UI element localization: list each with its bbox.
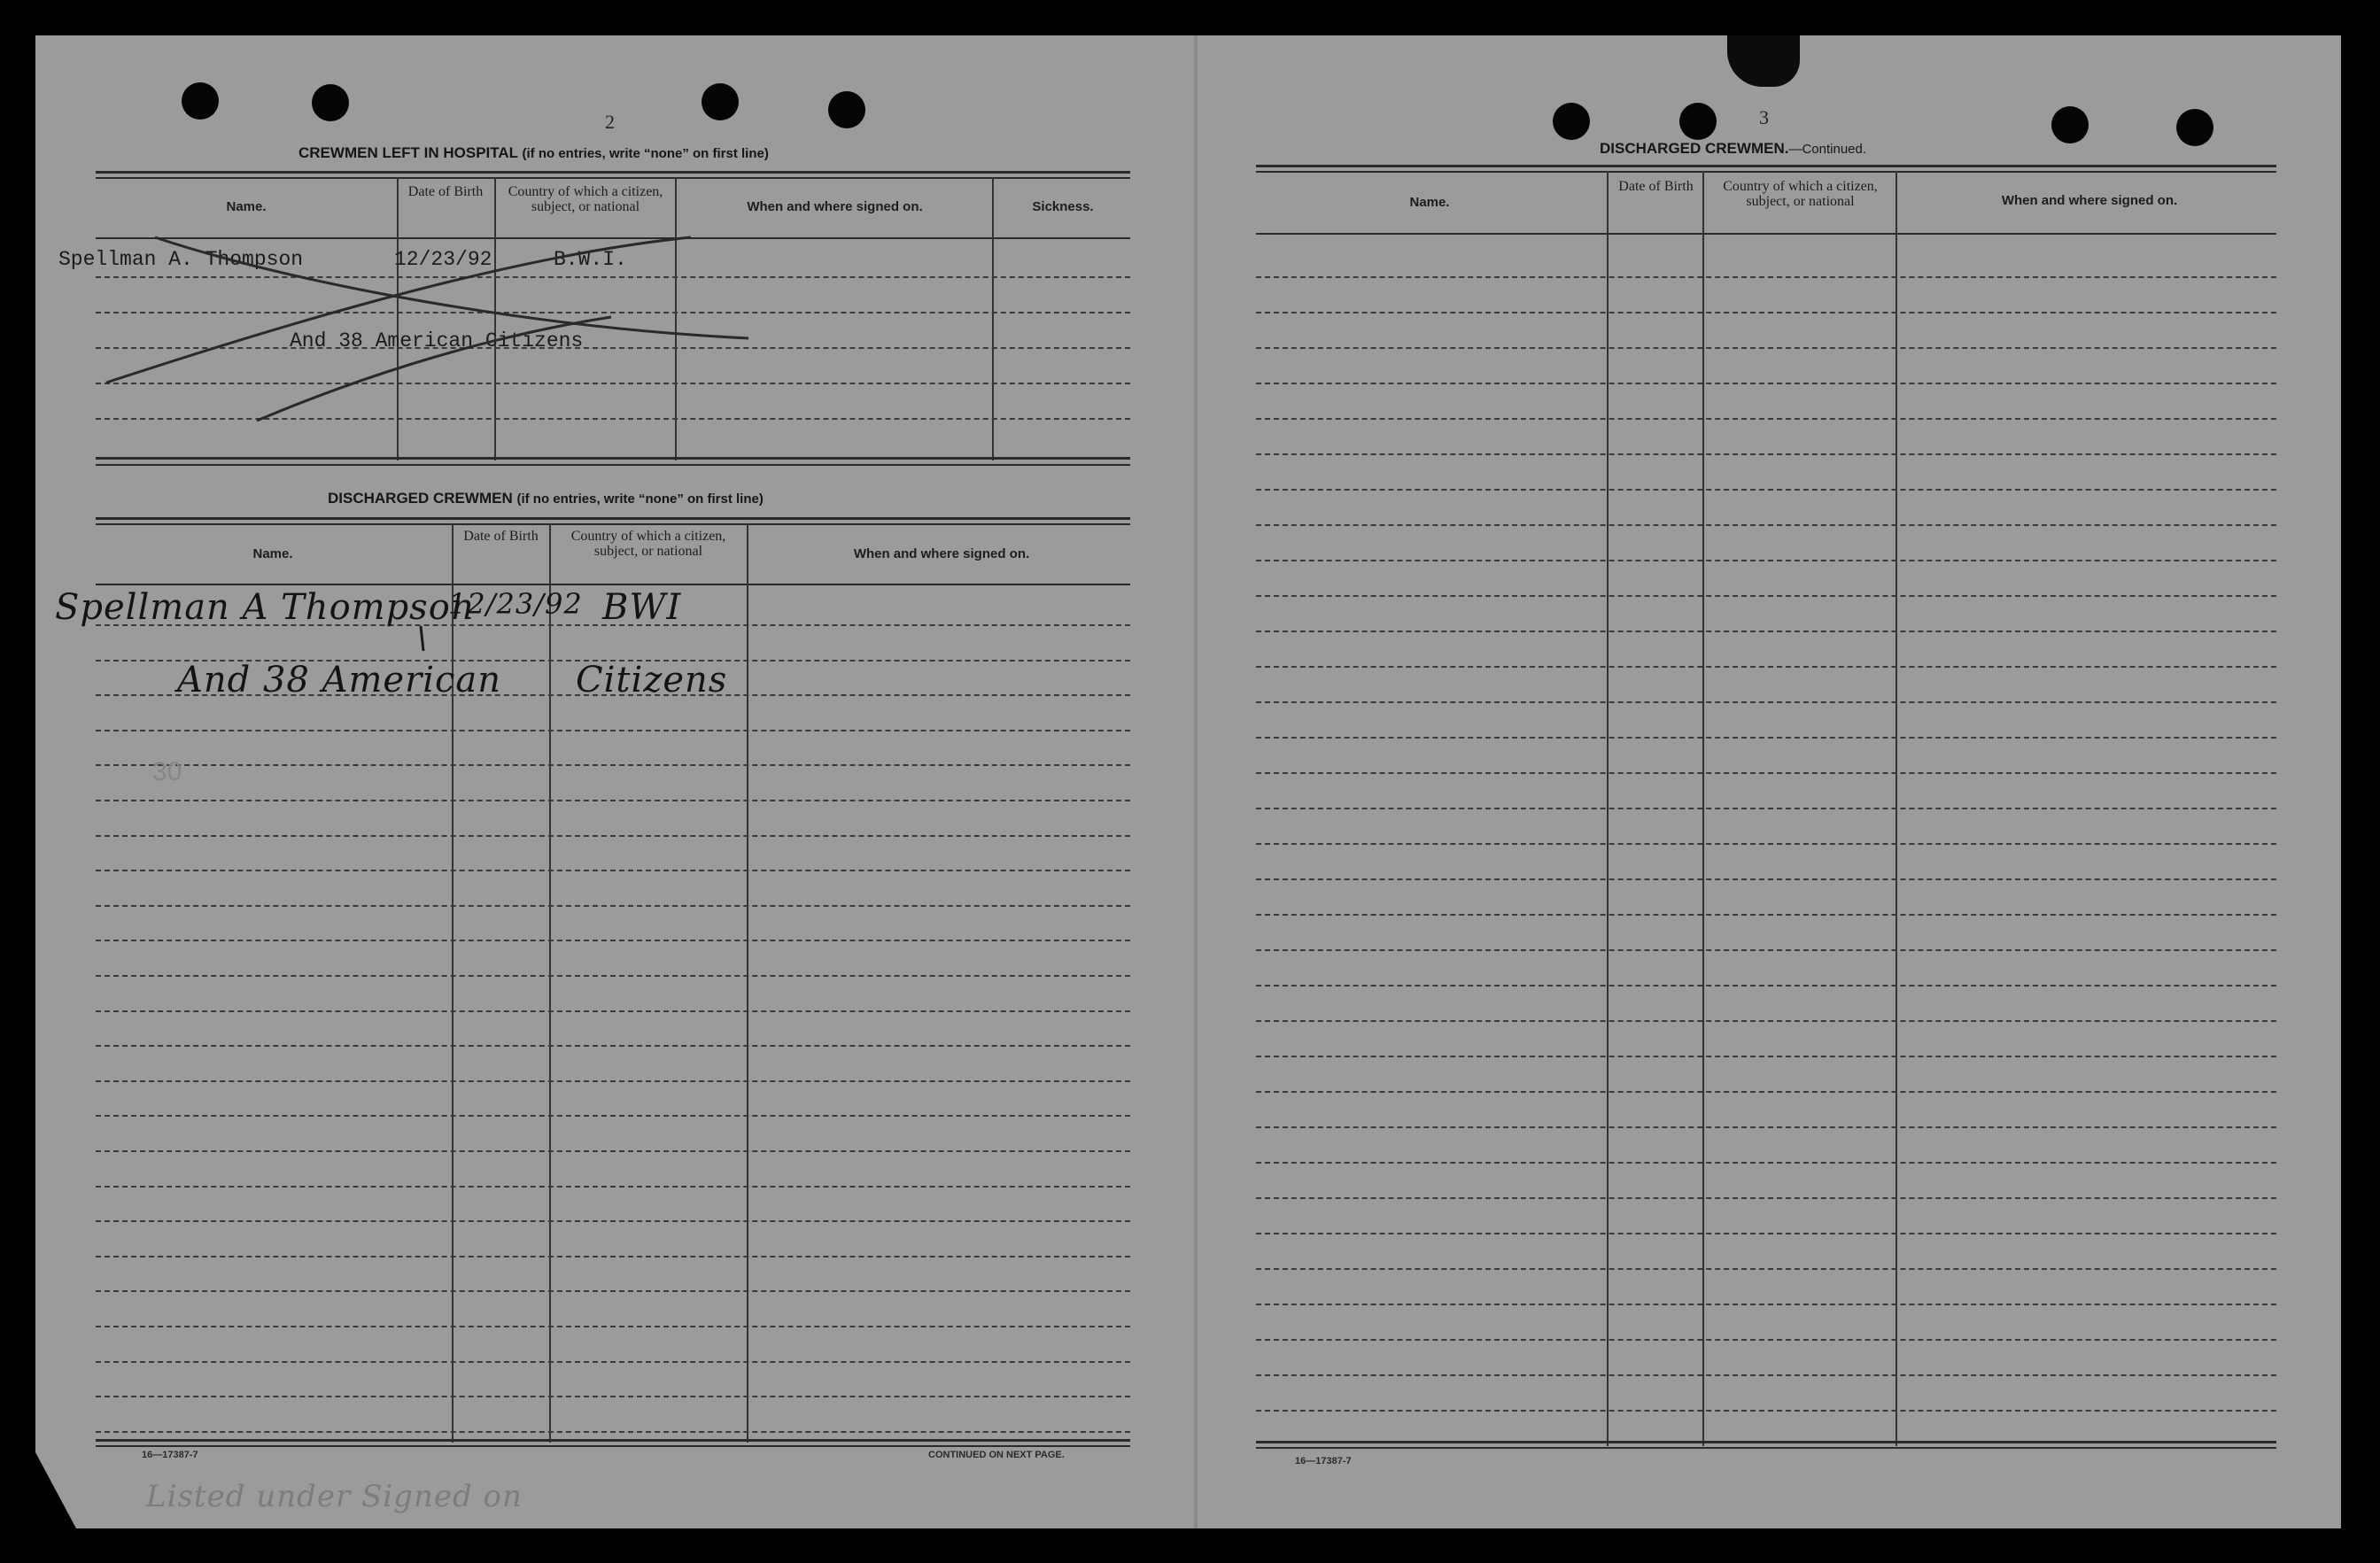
entry-line <box>1256 276 2276 278</box>
header-signed-on: When and where signed on. <box>2001 193 2178 208</box>
entry-line <box>1256 418 2276 420</box>
entry-line <box>96 1256 1130 1257</box>
entry-line <box>1256 701 2276 703</box>
hospital-entry-name: Spellman A. Thompson <box>58 248 304 271</box>
entry-line <box>1256 1020 2276 1022</box>
discharged-section-title <box>328 490 764 507</box>
header-country: Country of which a citizen, subject, or national <box>508 184 663 214</box>
entry-line <box>96 730 1130 731</box>
header-country: Country of which a citizen, subject, or national <box>1723 179 1878 209</box>
entry-line <box>1256 1233 2276 1234</box>
right-title-suffix: —Continued. <box>1788 142 1867 157</box>
rule <box>96 1439 1130 1442</box>
entry-line <box>96 1431 1130 1433</box>
handwritten-note-country: Citizens <box>576 660 728 700</box>
header-signed-on: When and where signed on. <box>853 546 1030 561</box>
entry-line <box>1256 772 2276 774</box>
hospital-entry-note: And 38 American Citizens <box>290 329 584 352</box>
hospital-entry-dob: 12/23/92 <box>394 248 492 271</box>
entry-line <box>1256 985 2276 987</box>
rule <box>1256 1441 2276 1443</box>
right-section-title <box>1600 140 1866 158</box>
entry-line <box>1256 878 2276 880</box>
entry-line <box>1256 1197 2276 1199</box>
entry-line <box>96 1290 1130 1292</box>
entry-line <box>1256 631 2276 632</box>
discharged-title: DISCHARGED CREWMEN <box>328 490 513 507</box>
entry-line <box>96 800 1130 801</box>
entry-line <box>96 1220 1130 1222</box>
rule <box>1256 1447 2276 1449</box>
entry-line <box>96 1326 1130 1327</box>
hospital-subtitle: (if no entries, write “none” on first line) <box>522 146 769 161</box>
header-dob: Date of Birth <box>1618 179 1694 194</box>
entry-line <box>1256 843 2276 845</box>
discharged-subtitle: (if no entries, write “none” on first line) <box>516 491 764 507</box>
entry-line <box>1256 453 2276 455</box>
rule <box>1256 171 2276 173</box>
entry-line <box>96 764 1130 766</box>
column-divider <box>747 523 748 1443</box>
entry-line <box>1256 949 2276 951</box>
entry-line <box>1256 1268 2276 1270</box>
header-name: Name. <box>1409 195 1450 210</box>
entry-line <box>1256 383 2276 384</box>
entry-line <box>96 870 1130 871</box>
entry-line <box>1256 312 2276 313</box>
column-divider <box>549 523 551 1443</box>
page-number: 2 <box>605 111 615 133</box>
hospital-entry-country: B.W.I. <box>554 248 627 271</box>
header-sickness: Sickness. <box>1032 199 1094 214</box>
entry-line <box>96 1115 1130 1117</box>
entry-line <box>96 1080 1130 1082</box>
entry-line <box>96 1010 1130 1012</box>
entry-line <box>96 1396 1130 1397</box>
entry-line <box>1256 1374 2276 1376</box>
entry-line <box>1256 560 2276 561</box>
entry-line <box>1256 347 2276 349</box>
entry-line <box>96 905 1130 907</box>
rule <box>96 523 1130 525</box>
entry-line <box>96 975 1130 977</box>
form-number: 16—17387-7 <box>1295 1456 1352 1466</box>
entry-line <box>1256 524 2276 526</box>
entry-line <box>1256 1126 2276 1128</box>
margin-mark: 30 <box>152 757 182 786</box>
entry-line <box>1256 1410 2276 1412</box>
entry-line <box>96 940 1130 941</box>
header-rule <box>96 584 1130 585</box>
header-signed-on: When and where signed on. <box>747 199 923 214</box>
entry-line <box>1256 914 2276 916</box>
handwritten-country: BWI <box>602 587 682 628</box>
hospital-title: CREWMEN LEFT IN HOSPITAL <box>298 144 518 161</box>
entry-line <box>1256 1339 2276 1341</box>
entry-line <box>96 1186 1130 1188</box>
entry-line <box>1256 595 2276 597</box>
rule <box>96 517 1130 520</box>
entry-line <box>96 1361 1130 1363</box>
entry-line <box>1256 808 2276 809</box>
form-number: 16—17387-7 <box>142 1450 198 1460</box>
continued-note: CONTINUED ON NEXT PAGE. <box>928 1450 1065 1460</box>
right-title: DISCHARGED CREWMEN. <box>1600 140 1789 157</box>
handwritten-dob: 12/23/92 <box>448 587 583 621</box>
page-number: 3 <box>1759 106 1769 128</box>
rule <box>96 1445 1130 1447</box>
entry-line <box>96 1150 1130 1152</box>
handwritten-note: And 38 American <box>177 660 501 700</box>
entry-line <box>1256 1162 2276 1164</box>
bottom-handwritten-note: Listed under Signed on <box>146 1479 523 1514</box>
entry-line <box>1256 1304 2276 1305</box>
entry-line <box>1256 489 2276 491</box>
entry-line <box>1256 666 2276 668</box>
header-dob: Date of Birth <box>463 529 539 544</box>
rule <box>1256 165 2276 167</box>
entry-line <box>1256 1091 2276 1093</box>
entry-line <box>96 1045 1130 1047</box>
entry-line <box>1256 1056 2276 1057</box>
handwritten-name: Spellman A Thompson <box>55 587 475 628</box>
entry-line <box>96 835 1130 837</box>
header-name: Name. <box>226 199 267 214</box>
header-rule <box>1256 233 2276 235</box>
header-country: Country of which a citizen, subject, or national <box>570 529 726 559</box>
header-dob: Date of Birth <box>407 184 484 199</box>
entry-line <box>1256 737 2276 739</box>
header-name: Name. <box>252 546 293 561</box>
